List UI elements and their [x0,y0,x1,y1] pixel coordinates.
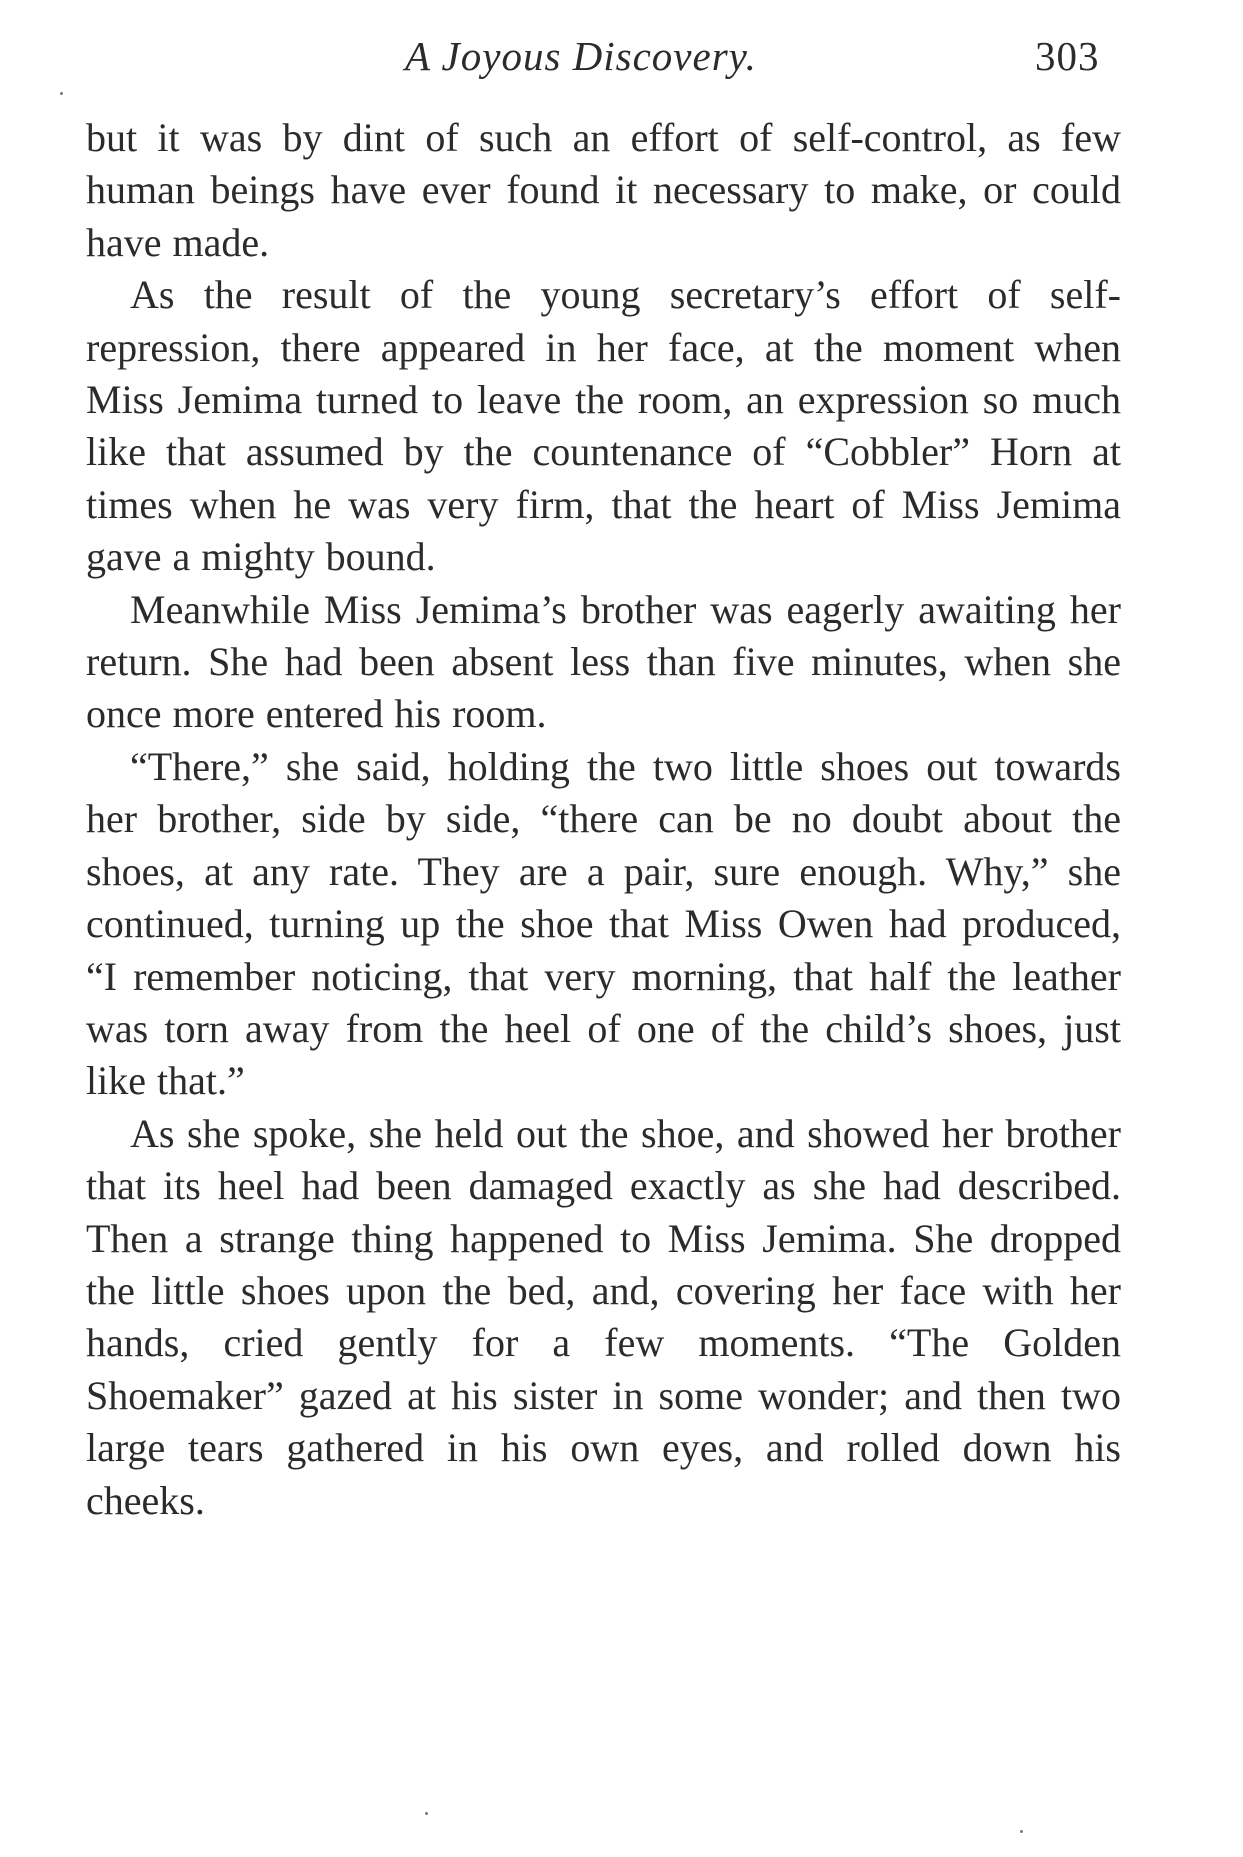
paragraph: Meanwhile Miss Jemima’s brother was eagerly awaiting her return. She had been absent less than five minutes, when she once more entered his room. [86,586,1121,737]
paragraph: As she spoke, she held out the shoe, and showed her brother that its heel had been damaged exactly as she had described. Then a strange thing happened to Miss Jemima. She dropped the little shoes upon the bed, and, covering her face with her hands, cried gently for a few moments. “The Golden Shoemaker” gazed at his sister in some wonder; and then two large tears gathered in his own eyes, and rolled down his cheeks. [86,1110,1121,1523]
body-text [86,112,1121,1527]
paragraph: “There,” she said, holding the two little shoes out towards her brother, side by side, “there can be no doubt about the shoes, at any rate. They are a pair, sure enough. Why,” she continued, turning up the shoe that Miss Owen had produced, “I remember noticing, that very morning, that half the leather was torn away from the heel of one of the child’s shoes, just like that.” [86,743,1121,1104]
paper-speck [425,1812,428,1815]
paragraph: but it was by dint of such an effort of self-control, as few human beings have ever found it necessary to make, or could have made. [86,115,1121,265]
running-title: A Joyous Discovery. [405,33,757,79]
paper-speck [1020,1830,1023,1833]
paragraph: As the result of the young secretary’s effort of self-repression, there appeared in her face, at the moment when Miss Jemima turned to leave the room, an expression so much like that assumed by the countenance of “Cobbler” Horn at times when he was very firm, that the heart of Miss Jemima gave a mighty bound. [86,272,1121,580]
paper-speck [60,92,63,95]
page-number: 303 [1035,33,1100,79]
running-head [0,18,1243,88]
